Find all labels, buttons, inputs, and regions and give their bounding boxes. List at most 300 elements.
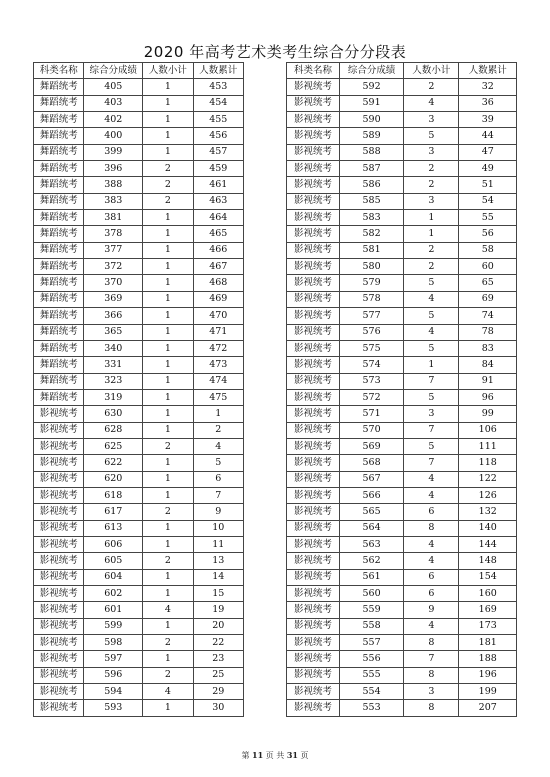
cell-count: 1 bbox=[143, 389, 193, 405]
cell-score: 577 bbox=[339, 308, 403, 324]
table-body-right bbox=[287, 79, 517, 716]
cell-cumulative: 6 bbox=[193, 471, 243, 487]
table-row bbox=[34, 684, 244, 700]
cell-score: 579 bbox=[339, 275, 403, 291]
cell-score: 604 bbox=[84, 569, 143, 585]
cell-count: 1 bbox=[143, 471, 193, 487]
cell-subject: 影视统考 bbox=[287, 487, 340, 503]
cell-subject: 影视统考 bbox=[287, 684, 340, 700]
cell-count: 3 bbox=[404, 144, 459, 160]
cell-count: 1 bbox=[143, 373, 193, 389]
cell-count: 1 bbox=[143, 291, 193, 307]
cell-score: 586 bbox=[339, 177, 403, 193]
cell-count: 1 bbox=[404, 357, 459, 373]
table-row bbox=[287, 520, 517, 536]
table-row bbox=[34, 144, 244, 160]
cell-count: 2 bbox=[143, 161, 193, 177]
cell-subject: 影视统考 bbox=[34, 602, 84, 618]
cell-subject: 影视统考 bbox=[287, 95, 340, 111]
cell-subject: 影视统考 bbox=[287, 520, 340, 536]
cell-score: 590 bbox=[339, 112, 403, 128]
header-score: 综合分成绩 bbox=[339, 63, 403, 79]
table-row bbox=[34, 536, 244, 552]
cell-subject: 影视统考 bbox=[287, 586, 340, 602]
cell-cumulative: 20 bbox=[193, 618, 243, 634]
cell-score: 558 bbox=[339, 618, 403, 634]
cell-count: 1 bbox=[143, 406, 193, 422]
cell-subject: 影视统考 bbox=[34, 520, 84, 536]
cell-count: 4 bbox=[404, 324, 459, 340]
table-row bbox=[34, 553, 244, 569]
table-row bbox=[287, 177, 517, 193]
cell-cumulative: 51 bbox=[459, 177, 517, 193]
header-subject: 科类名称 bbox=[34, 63, 84, 79]
cell-subject: 影视统考 bbox=[34, 651, 84, 667]
cell-cumulative: 169 bbox=[459, 602, 517, 618]
cell-subject: 舞蹈统考 bbox=[34, 340, 84, 356]
cell-cumulative: 96 bbox=[459, 389, 517, 405]
cell-score: 564 bbox=[339, 520, 403, 536]
cell-count: 1 bbox=[143, 618, 193, 634]
cell-count: 6 bbox=[404, 586, 459, 602]
table-row bbox=[34, 635, 244, 651]
table-row bbox=[34, 438, 244, 454]
cell-subject: 影视统考 bbox=[34, 438, 84, 454]
cell-cumulative: 13 bbox=[193, 553, 243, 569]
cell-subject: 影视统考 bbox=[287, 259, 340, 275]
table-row bbox=[34, 667, 244, 683]
cell-subject: 影视统考 bbox=[287, 422, 340, 438]
cell-cumulative: 74 bbox=[459, 308, 517, 324]
cell-cumulative: 122 bbox=[459, 471, 517, 487]
table-row bbox=[287, 340, 517, 356]
cell-subject: 影视统考 bbox=[287, 635, 340, 651]
cell-cumulative: 453 bbox=[193, 79, 243, 95]
cell-cumulative: 58 bbox=[459, 242, 517, 258]
cell-score: 555 bbox=[339, 667, 403, 683]
cell-count: 1 bbox=[143, 112, 193, 128]
cell-cumulative: 69 bbox=[459, 291, 517, 307]
table-row bbox=[34, 226, 244, 242]
cell-subject: 影视统考 bbox=[287, 357, 340, 373]
cell-cumulative: 471 bbox=[193, 324, 243, 340]
table-row bbox=[34, 324, 244, 340]
cell-cumulative: 56 bbox=[459, 226, 517, 242]
cell-score: 574 bbox=[339, 357, 403, 373]
cell-count: 4 bbox=[143, 684, 193, 700]
cell-subject: 影视统考 bbox=[287, 79, 340, 95]
footer-page-number: 11 bbox=[252, 750, 264, 760]
table-row bbox=[287, 684, 517, 700]
cell-score: 570 bbox=[339, 422, 403, 438]
cell-cumulative: 126 bbox=[459, 487, 517, 503]
cell-count: 1 bbox=[143, 275, 193, 291]
cell-count: 2 bbox=[143, 635, 193, 651]
cell-score: 593 bbox=[84, 700, 143, 716]
table-row bbox=[287, 602, 517, 618]
cell-score: 556 bbox=[339, 651, 403, 667]
table-row bbox=[287, 487, 517, 503]
cell-subject: 影视统考 bbox=[287, 438, 340, 454]
table-row bbox=[287, 79, 517, 95]
score-table-right bbox=[286, 62, 517, 717]
cell-cumulative: 475 bbox=[193, 389, 243, 405]
table-row bbox=[34, 357, 244, 373]
table-row bbox=[287, 291, 517, 307]
cell-cumulative: 456 bbox=[193, 128, 243, 144]
cell-subject: 舞蹈统考 bbox=[34, 291, 84, 307]
table-row bbox=[34, 422, 244, 438]
cell-cumulative: 467 bbox=[193, 259, 243, 275]
cell-score: 372 bbox=[84, 259, 143, 275]
cell-score: 559 bbox=[339, 602, 403, 618]
cell-subject: 影视统考 bbox=[287, 651, 340, 667]
cell-subject: 影视统考 bbox=[34, 569, 84, 585]
cell-cumulative: 466 bbox=[193, 242, 243, 258]
cell-count: 6 bbox=[404, 569, 459, 585]
table-row bbox=[287, 161, 517, 177]
table-row bbox=[287, 95, 517, 111]
table-header-row bbox=[287, 63, 517, 79]
table-row bbox=[34, 291, 244, 307]
table-row bbox=[287, 406, 517, 422]
cell-score: 606 bbox=[84, 536, 143, 552]
cell-score: 592 bbox=[339, 79, 403, 95]
table-row bbox=[287, 455, 517, 471]
cell-subject: 舞蹈统考 bbox=[34, 226, 84, 242]
cell-count: 1 bbox=[143, 586, 193, 602]
cell-score: 383 bbox=[84, 193, 143, 209]
footer-total-pages: 31 bbox=[286, 750, 298, 760]
cell-score: 620 bbox=[84, 471, 143, 487]
cell-score: 396 bbox=[84, 161, 143, 177]
table-row bbox=[287, 210, 517, 226]
cell-cumulative: 39 bbox=[459, 112, 517, 128]
cell-cumulative: 60 bbox=[459, 259, 517, 275]
cell-subject: 舞蹈统考 bbox=[34, 112, 84, 128]
cell-count: 1 bbox=[143, 128, 193, 144]
cell-subject: 舞蹈统考 bbox=[34, 210, 84, 226]
cell-cumulative: 463 bbox=[193, 193, 243, 209]
cell-cumulative: 106 bbox=[459, 422, 517, 438]
cell-cumulative: 99 bbox=[459, 406, 517, 422]
table-row bbox=[287, 242, 517, 258]
footer-prefix: 第 bbox=[241, 751, 250, 760]
cell-cumulative: 181 bbox=[459, 635, 517, 651]
cell-score: 399 bbox=[84, 144, 143, 160]
cell-count: 1 bbox=[143, 487, 193, 503]
table-row bbox=[34, 210, 244, 226]
cell-count: 2 bbox=[143, 438, 193, 454]
table-row bbox=[287, 275, 517, 291]
cell-count: 1 bbox=[143, 259, 193, 275]
cell-subject: 影视统考 bbox=[287, 667, 340, 683]
table-row bbox=[287, 700, 517, 716]
cell-score: 583 bbox=[339, 210, 403, 226]
cell-cumulative: 470 bbox=[193, 308, 243, 324]
cell-cumulative: 30 bbox=[193, 700, 243, 716]
cell-score: 567 bbox=[339, 471, 403, 487]
cell-cumulative: 2 bbox=[193, 422, 243, 438]
cell-subject: 影视统考 bbox=[287, 275, 340, 291]
cell-count: 5 bbox=[404, 389, 459, 405]
cell-score: 630 bbox=[84, 406, 143, 422]
cell-cumulative: 29 bbox=[193, 684, 243, 700]
table-row bbox=[34, 586, 244, 602]
cell-score: 572 bbox=[339, 389, 403, 405]
cell-subject: 舞蹈统考 bbox=[34, 242, 84, 258]
table-row bbox=[34, 177, 244, 193]
table-row bbox=[34, 259, 244, 275]
cell-score: 585 bbox=[339, 193, 403, 209]
table-row bbox=[287, 389, 517, 405]
cell-cumulative: 464 bbox=[193, 210, 243, 226]
cell-score: 323 bbox=[84, 373, 143, 389]
cell-subject: 影视统考 bbox=[287, 389, 340, 405]
cell-cumulative: 468 bbox=[193, 275, 243, 291]
footer-middle: 页 共 bbox=[265, 751, 285, 760]
cell-cumulative: 132 bbox=[459, 504, 517, 520]
cell-subject: 影视统考 bbox=[287, 569, 340, 585]
cell-cumulative: 465 bbox=[193, 226, 243, 242]
cell-score: 377 bbox=[84, 242, 143, 258]
table-row bbox=[34, 487, 244, 503]
cell-count: 2 bbox=[404, 259, 459, 275]
cell-subject: 舞蹈统考 bbox=[34, 389, 84, 405]
cell-count: 1 bbox=[143, 340, 193, 356]
cell-cumulative: 54 bbox=[459, 193, 517, 209]
cell-count: 2 bbox=[143, 177, 193, 193]
cell-count: 8 bbox=[404, 520, 459, 536]
cell-cumulative: 32 bbox=[459, 79, 517, 95]
cell-subject: 影视统考 bbox=[34, 422, 84, 438]
table-row bbox=[34, 389, 244, 405]
table-row bbox=[287, 536, 517, 552]
table-row bbox=[34, 95, 244, 111]
cell-subject: 舞蹈统考 bbox=[34, 275, 84, 291]
cell-subject: 影视统考 bbox=[34, 618, 84, 634]
header-score: 综合分成绩 bbox=[84, 63, 143, 79]
table-row bbox=[287, 144, 517, 160]
cell-count: 1 bbox=[143, 226, 193, 242]
cell-count: 2 bbox=[404, 177, 459, 193]
cell-count: 7 bbox=[404, 422, 459, 438]
cell-score: 571 bbox=[339, 406, 403, 422]
cell-subject: 影视统考 bbox=[287, 406, 340, 422]
cell-cumulative: 457 bbox=[193, 144, 243, 160]
cell-score: 565 bbox=[339, 504, 403, 520]
table-row bbox=[287, 438, 517, 454]
cell-score: 618 bbox=[84, 487, 143, 503]
cell-count: 3 bbox=[404, 193, 459, 209]
footer-suffix: 页 bbox=[300, 751, 309, 760]
table-row bbox=[34, 504, 244, 520]
cell-subject: 影视统考 bbox=[34, 406, 84, 422]
cell-score: 378 bbox=[84, 226, 143, 242]
cell-subject: 影视统考 bbox=[287, 602, 340, 618]
cell-score: 403 bbox=[84, 95, 143, 111]
table-row bbox=[34, 406, 244, 422]
table-row bbox=[34, 340, 244, 356]
cell-score: 573 bbox=[339, 373, 403, 389]
cell-score: 580 bbox=[339, 259, 403, 275]
cell-count: 1 bbox=[143, 422, 193, 438]
cell-cumulative: 472 bbox=[193, 340, 243, 356]
header-subject: 科类名称 bbox=[287, 63, 340, 79]
cell-cumulative: 474 bbox=[193, 373, 243, 389]
cell-subject: 影视统考 bbox=[287, 618, 340, 634]
cell-count: 7 bbox=[404, 455, 459, 471]
cell-score: 587 bbox=[339, 161, 403, 177]
cell-cumulative: 1 bbox=[193, 406, 243, 422]
cell-score: 365 bbox=[84, 324, 143, 340]
cell-score: 625 bbox=[84, 438, 143, 454]
cell-cumulative: 454 bbox=[193, 95, 243, 111]
cell-score: 562 bbox=[339, 553, 403, 569]
cell-count: 3 bbox=[404, 406, 459, 422]
cell-cumulative: 140 bbox=[459, 520, 517, 536]
cell-score: 563 bbox=[339, 536, 403, 552]
cell-cumulative: 36 bbox=[459, 95, 517, 111]
cell-cumulative: 173 bbox=[459, 618, 517, 634]
cell-cumulative: 5 bbox=[193, 455, 243, 471]
table-row bbox=[287, 373, 517, 389]
cell-count: 4 bbox=[404, 291, 459, 307]
cell-score: 366 bbox=[84, 308, 143, 324]
cell-subject: 影视统考 bbox=[287, 700, 340, 716]
cell-cumulative: 47 bbox=[459, 144, 517, 160]
cell-count: 2 bbox=[143, 504, 193, 520]
cell-score: 591 bbox=[339, 95, 403, 111]
cell-cumulative: 55 bbox=[459, 210, 517, 226]
page-title: 2020 年高考艺术类考生综合分分段表 bbox=[143, 43, 407, 61]
cell-cumulative: 473 bbox=[193, 357, 243, 373]
cell-count: 1 bbox=[143, 357, 193, 373]
cell-score: 597 bbox=[84, 651, 143, 667]
cell-score: 613 bbox=[84, 520, 143, 536]
cell-score: 566 bbox=[339, 487, 403, 503]
cell-cumulative: 199 bbox=[459, 684, 517, 700]
cell-cumulative: 207 bbox=[459, 700, 517, 716]
cell-subject: 舞蹈统考 bbox=[34, 308, 84, 324]
cell-score: 598 bbox=[84, 635, 143, 651]
cell-subject: 影视统考 bbox=[287, 553, 340, 569]
cell-subject: 舞蹈统考 bbox=[34, 144, 84, 160]
cell-count: 8 bbox=[404, 667, 459, 683]
cell-score: 622 bbox=[84, 455, 143, 471]
cell-score: 370 bbox=[84, 275, 143, 291]
cell-subject: 影视统考 bbox=[287, 308, 340, 324]
cell-count: 1 bbox=[143, 569, 193, 585]
cell-subject: 影视统考 bbox=[287, 128, 340, 144]
cell-count: 1 bbox=[404, 210, 459, 226]
cell-count: 1 bbox=[143, 520, 193, 536]
cell-cumulative: 144 bbox=[459, 536, 517, 552]
score-table-left bbox=[33, 62, 244, 717]
cell-cumulative: 4 bbox=[193, 438, 243, 454]
cell-cumulative: 196 bbox=[459, 667, 517, 683]
cell-count: 2 bbox=[404, 161, 459, 177]
cell-score: 553 bbox=[339, 700, 403, 716]
cell-subject: 影视统考 bbox=[287, 504, 340, 520]
cell-count: 8 bbox=[404, 635, 459, 651]
cell-subject: 舞蹈统考 bbox=[34, 193, 84, 209]
table-row bbox=[34, 242, 244, 258]
cell-count: 2 bbox=[404, 242, 459, 258]
cell-score: 617 bbox=[84, 504, 143, 520]
cell-count: 7 bbox=[404, 373, 459, 389]
cell-cumulative: 65 bbox=[459, 275, 517, 291]
cell-subject: 影视统考 bbox=[287, 112, 340, 128]
cell-cumulative: 118 bbox=[459, 455, 517, 471]
cell-score: 605 bbox=[84, 553, 143, 569]
cell-score: 599 bbox=[84, 618, 143, 634]
cell-count: 1 bbox=[143, 324, 193, 340]
cell-subject: 舞蹈统考 bbox=[34, 324, 84, 340]
table-row bbox=[34, 651, 244, 667]
cell-score: 581 bbox=[339, 242, 403, 258]
cell-cumulative: 9 bbox=[193, 504, 243, 520]
cell-subject: 舞蹈统考 bbox=[34, 79, 84, 95]
cell-subject: 影视统考 bbox=[287, 144, 340, 160]
table-row bbox=[34, 112, 244, 128]
table-row bbox=[34, 128, 244, 144]
cell-count: 6 bbox=[404, 504, 459, 520]
cell-subject: 影视统考 bbox=[34, 504, 84, 520]
cell-count: 5 bbox=[404, 308, 459, 324]
table-row bbox=[287, 308, 517, 324]
cell-count: 4 bbox=[404, 95, 459, 111]
cell-score: 331 bbox=[84, 357, 143, 373]
table-row bbox=[34, 700, 244, 716]
cell-cumulative: 111 bbox=[459, 438, 517, 454]
cell-count: 1 bbox=[143, 700, 193, 716]
cell-subject: 影视统考 bbox=[287, 226, 340, 242]
cell-score: 405 bbox=[84, 79, 143, 95]
cell-score: 402 bbox=[84, 112, 143, 128]
cell-cumulative: 84 bbox=[459, 357, 517, 373]
cell-subject: 影视统考 bbox=[287, 210, 340, 226]
cell-count: 4 bbox=[404, 553, 459, 569]
table-row bbox=[287, 586, 517, 602]
cell-count: 5 bbox=[404, 438, 459, 454]
cell-count: 5 bbox=[404, 275, 459, 291]
cell-subject: 影视统考 bbox=[34, 455, 84, 471]
cell-count: 1 bbox=[143, 144, 193, 160]
cell-count: 2 bbox=[143, 553, 193, 569]
header-cumulative: 人数累计 bbox=[459, 63, 517, 79]
cell-subject: 影视统考 bbox=[34, 635, 84, 651]
table-row bbox=[287, 193, 517, 209]
cell-count: 4 bbox=[404, 536, 459, 552]
cell-subject: 影视统考 bbox=[34, 553, 84, 569]
cell-score: 561 bbox=[339, 569, 403, 585]
cell-count: 1 bbox=[143, 308, 193, 324]
cell-subject: 舞蹈统考 bbox=[34, 357, 84, 373]
cell-cumulative: 25 bbox=[193, 667, 243, 683]
table-row bbox=[34, 79, 244, 95]
cell-subject: 影视统考 bbox=[34, 487, 84, 503]
table-row bbox=[34, 618, 244, 634]
cell-cumulative: 49 bbox=[459, 161, 517, 177]
cell-subject: 舞蹈统考 bbox=[34, 161, 84, 177]
cell-cumulative: 11 bbox=[193, 536, 243, 552]
cell-cumulative: 459 bbox=[193, 161, 243, 177]
cell-cumulative: 461 bbox=[193, 177, 243, 193]
table-row bbox=[34, 569, 244, 585]
cell-cumulative: 15 bbox=[193, 586, 243, 602]
cell-subject: 影视统考 bbox=[34, 684, 84, 700]
